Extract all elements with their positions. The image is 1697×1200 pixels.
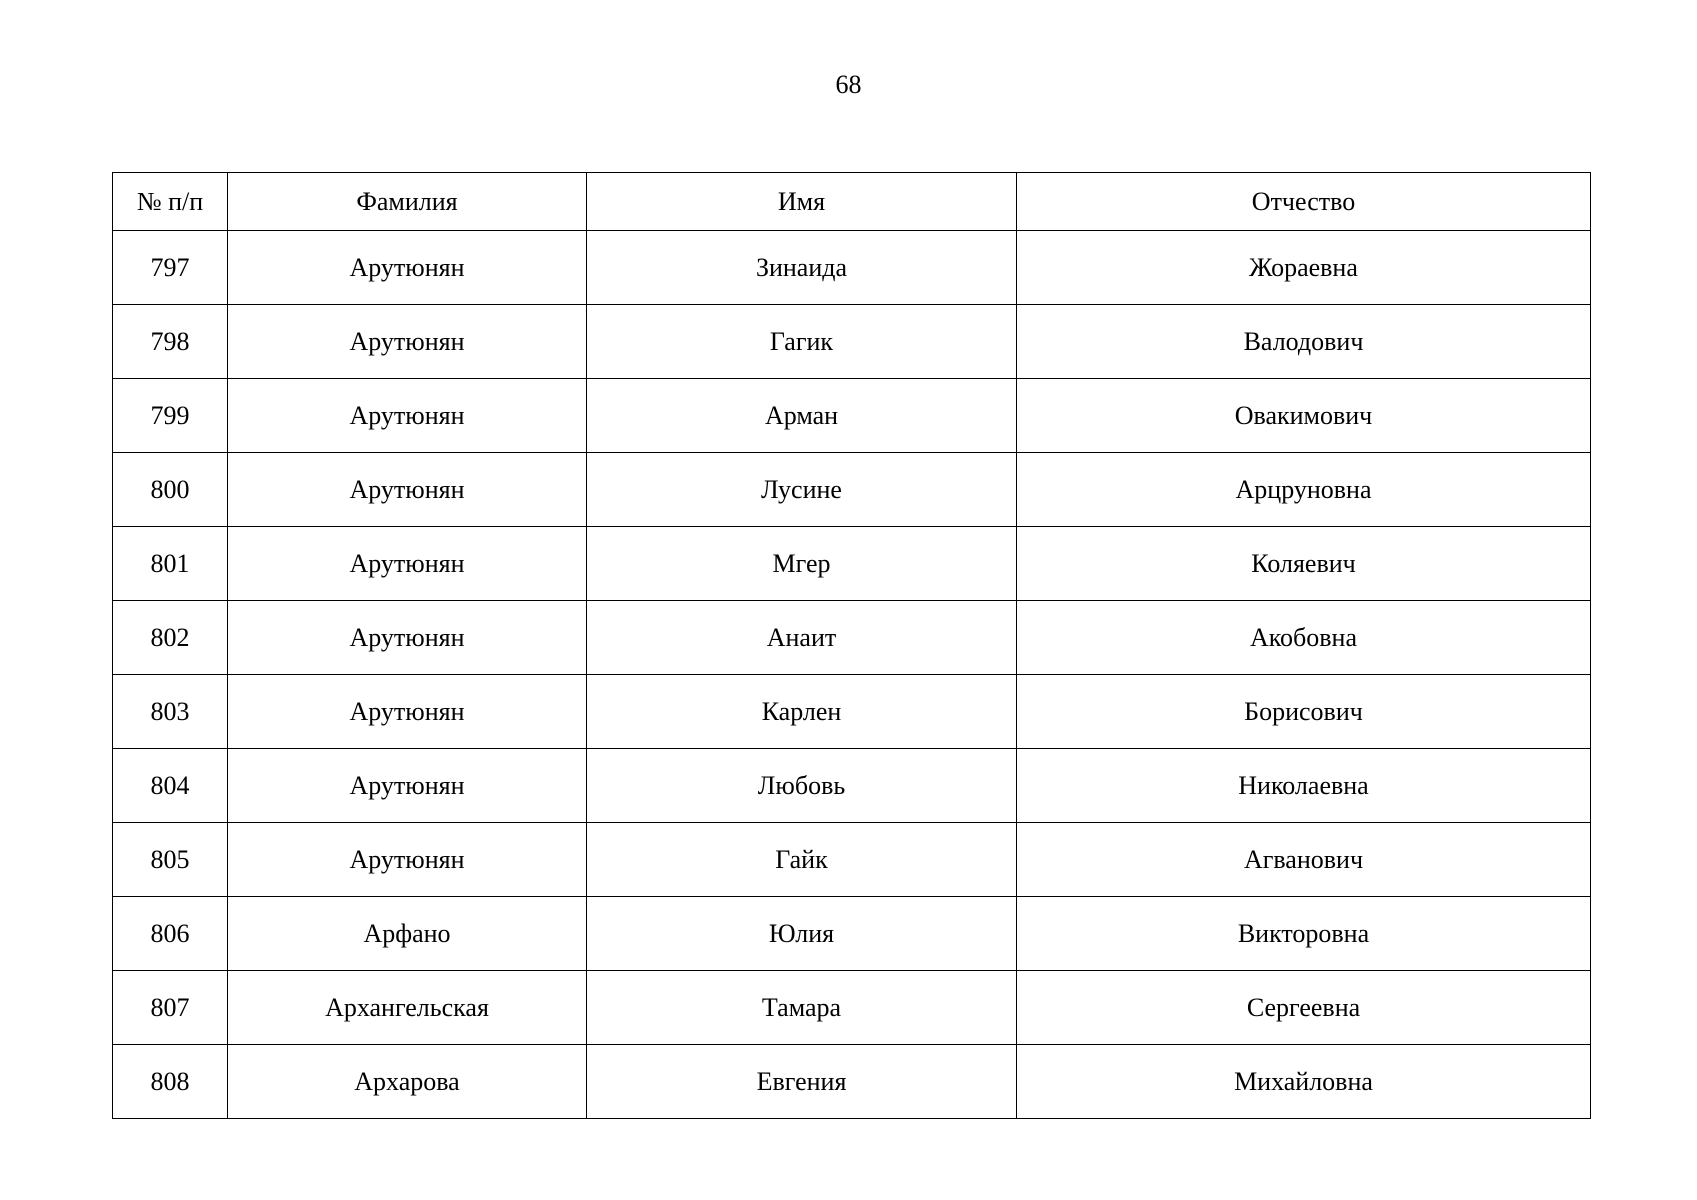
table-row [113, 897, 1591, 971]
cell-number: 804 [113, 749, 228, 823]
cell-number: 798 [113, 305, 228, 379]
cell-number: 807 [113, 971, 228, 1045]
cell-last-name: Арутюнян [228, 305, 587, 379]
header-number: № п/п [113, 173, 228, 231]
cell-last-name: Архангельская [228, 971, 587, 1045]
page-number: 68 [835, 70, 862, 99]
cell-first-name: Арман [587, 379, 1017, 453]
cell-number: 808 [113, 1045, 228, 1119]
table-header-row [113, 173, 1591, 231]
cell-patronymic: Агванович [1017, 823, 1591, 897]
table-row [113, 379, 1591, 453]
cell-first-name: Гагик [587, 305, 1017, 379]
cell-patronymic: Арцруновна [1017, 453, 1591, 527]
persons-table [112, 172, 1591, 1119]
cell-first-name: Тамара [587, 971, 1017, 1045]
table-row [113, 453, 1591, 527]
cell-last-name: Арутюнян [228, 231, 587, 305]
cell-first-name: Евгения [587, 1045, 1017, 1119]
cell-first-name: Гайк [587, 823, 1017, 897]
table-row [113, 1045, 1591, 1119]
cell-last-name: Арутюнян [228, 675, 587, 749]
table-row [113, 675, 1591, 749]
cell-patronymic: Николаевна [1017, 749, 1591, 823]
cell-patronymic: Жораевна [1017, 231, 1591, 305]
cell-first-name: Анаит [587, 601, 1017, 675]
table-row [113, 823, 1591, 897]
table-row [113, 971, 1591, 1045]
cell-first-name: Лусине [587, 453, 1017, 527]
cell-number: 800 [113, 453, 228, 527]
cell-number: 802 [113, 601, 228, 675]
table-row [113, 305, 1591, 379]
cell-last-name: Арутюнян [228, 453, 587, 527]
cell-patronymic: Акобовна [1017, 601, 1591, 675]
cell-number: 805 [113, 823, 228, 897]
cell-patronymic: Борисович [1017, 675, 1591, 749]
cell-first-name: Мгер [587, 527, 1017, 601]
cell-patronymic: Валодович [1017, 305, 1591, 379]
cell-patronymic: Овакимович [1017, 379, 1591, 453]
cell-number: 806 [113, 897, 228, 971]
cell-patronymic: Коляевич [1017, 527, 1591, 601]
cell-last-name: Арутюнян [228, 749, 587, 823]
cell-number: 801 [113, 527, 228, 601]
cell-last-name: Арутюнян [228, 379, 587, 453]
cell-first-name: Любовь [587, 749, 1017, 823]
table-row [113, 231, 1591, 305]
table-row [113, 749, 1591, 823]
table-row [113, 527, 1591, 601]
cell-patronymic: Сергеевна [1017, 971, 1591, 1045]
cell-last-name: Арутюнян [228, 601, 587, 675]
cell-first-name: Карлен [587, 675, 1017, 749]
cell-last-name: Арутюнян [228, 527, 587, 601]
cell-number: 803 [113, 675, 228, 749]
cell-last-name: Арутюнян [228, 823, 587, 897]
cell-first-name: Юлия [587, 897, 1017, 971]
cell-last-name: Арфано [228, 897, 587, 971]
cell-number: 799 [113, 379, 228, 453]
cell-number: 797 [113, 231, 228, 305]
header-patronymic: Отчество [1017, 173, 1591, 231]
header-first-name: Имя [587, 173, 1017, 231]
header-last-name: Фамилия [228, 173, 587, 231]
table-row [113, 601, 1591, 675]
cell-first-name: Зинаида [587, 231, 1017, 305]
cell-patronymic: Михайловна [1017, 1045, 1591, 1119]
cell-last-name: Архарова [228, 1045, 587, 1119]
cell-patronymic: Викторовна [1017, 897, 1591, 971]
